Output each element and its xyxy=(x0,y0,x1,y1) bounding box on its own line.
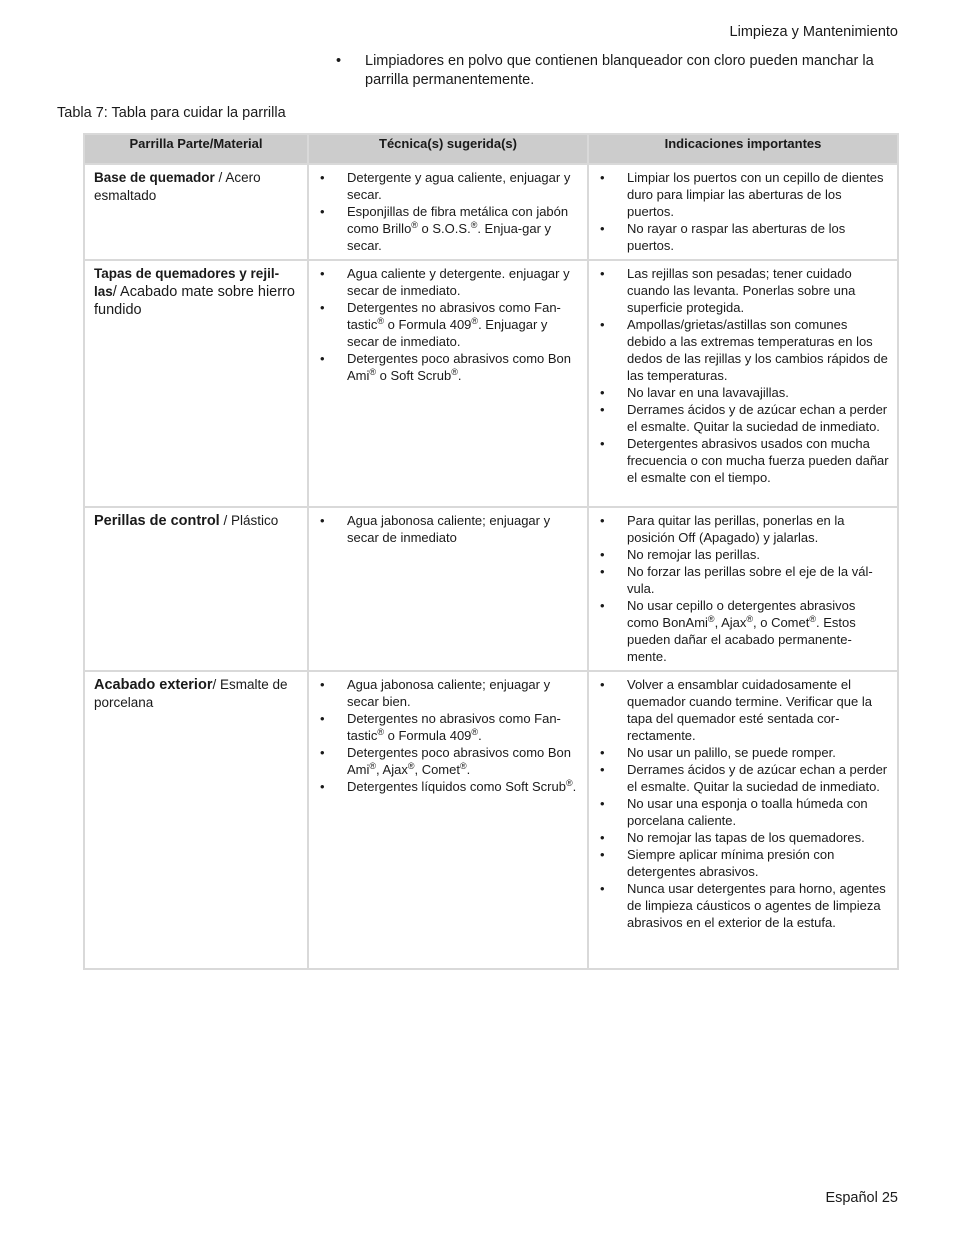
techniques-list xyxy=(318,265,579,384)
part-material-cell xyxy=(84,671,308,969)
registered-mark: ® xyxy=(369,367,377,377)
page-number: Español 25 xyxy=(825,1190,898,1206)
registered-mark: ® xyxy=(470,220,478,230)
note-item: • No rayar o raspar las aberturas de los puertos. xyxy=(598,220,889,254)
registered-mark: ® xyxy=(809,614,816,624)
technique-item: • Agua caliente y detergente. enjuagar y secar de inmediato. xyxy=(318,265,579,299)
part-name: Perillas de control xyxy=(94,513,220,529)
registered-mark: ® xyxy=(377,316,384,326)
technique-item: • Detergentes no abrasivos como Fan-tastic® o Formula 409®. Enjuagar y secar de inmediato. xyxy=(318,299,579,350)
technique-item: • Esponjillas de fibra metálica con jabón como Brillo® o S.O.S.®. Enjua-gar y secar. xyxy=(318,203,579,254)
note-item: • Derrames ácidos y de azúcar echan a perder el esmalte. Quitar la suciedad de inmediato. xyxy=(598,761,889,795)
technique-item: • Detergentes no abrasivos como Fan-tastic® o Formula 409®. xyxy=(318,710,579,744)
note-item: • Limpiar los puertos con un cepillo de dientes duro para limpiar las aberturas de los puertos. xyxy=(598,169,889,220)
note-item: • No remojar las perillas. xyxy=(598,546,889,563)
techniques-list xyxy=(318,676,579,795)
header-important-notes: Indicaciones importantes xyxy=(588,134,898,164)
registered-mark: ® xyxy=(369,761,377,771)
note-item: • Volver a ensamblar cuidadosamente el quemador cuando termine. Verificar que la tapa del quemador esté sentada cor-rectamente. xyxy=(598,676,889,744)
note-item: • Para quitar las perillas, ponerlas en la posición Off (Apagado) y jalarlas. xyxy=(598,512,889,546)
part-material-cell xyxy=(84,507,308,671)
part-material-cell xyxy=(84,164,308,260)
note-item: • No usar una esponja o toalla húmeda con porcelana caliente. xyxy=(598,795,889,829)
separator: / xyxy=(112,284,121,300)
note-item: • No remojar las tapas de los quemadores. xyxy=(598,829,889,846)
running-header: Limpieza y Mantenimiento xyxy=(729,24,898,40)
techniques-cell xyxy=(308,507,588,671)
technique-item: • Detergentes líquidos como Soft Scrub®. xyxy=(318,778,579,795)
table-header-row xyxy=(84,134,898,164)
registered-mark: ® xyxy=(411,220,418,230)
header-part-material: Parrilla Parte/Material xyxy=(84,134,308,164)
techniques-cell xyxy=(308,164,588,260)
registered-mark: ® xyxy=(459,761,467,771)
material-name: Acero esmaltado xyxy=(94,170,261,203)
separator: / xyxy=(212,677,220,692)
note-item: • Nunca usar detergentes para horno, agentes de limpieza cáusticos o agentes de limpieza abrasivos en el exterior de la estufa. xyxy=(598,880,889,931)
registered-mark: ® xyxy=(407,761,415,771)
notes-list xyxy=(598,676,889,931)
notes-cell xyxy=(588,260,898,507)
technique-item: • Detergente y agua caliente, enjuagar y secar. xyxy=(318,169,579,203)
table-caption: Tabla 7: Tabla para cuidar la parrilla xyxy=(57,105,286,121)
table-row xyxy=(84,164,898,260)
technique-item: • Detergentes poco abrasivos como Bon Ami®, Ajax®, Comet®. xyxy=(318,744,579,778)
notes-list xyxy=(598,169,889,254)
intro-bullet: • Limpiadores en polvo que contienen blanqueador con cloro pueden manchar la parrilla permanentemente. xyxy=(336,52,906,90)
material-name: Acabado mate sobre hierro fundido xyxy=(94,284,295,318)
registered-mark: ® xyxy=(707,614,715,624)
intro-bullet-list xyxy=(336,52,906,90)
part-name: Tapas de quemadores y rejil-las xyxy=(94,266,280,299)
material-name: Plástico xyxy=(230,513,279,528)
notes-list xyxy=(598,512,889,665)
grill-care-table xyxy=(83,133,899,970)
part-name: Base de quemador xyxy=(94,170,215,185)
techniques-cell xyxy=(308,260,588,507)
part-name: Acabado exterior xyxy=(94,677,213,693)
registered-mark: ® xyxy=(471,727,479,737)
note-item: • Siempre aplicar mínima presión con detergentes abrasivos. xyxy=(598,846,889,880)
technique-item: • Agua jabonosa caliente; enjuagar y secar bien. xyxy=(318,676,579,710)
techniques-list xyxy=(318,169,579,254)
part-material-cell xyxy=(84,260,308,507)
technique-item: • Detergentes poco abrasivos como Bon Ami® o Soft Scrub®. xyxy=(318,350,579,384)
registered-mark: ® xyxy=(471,316,479,326)
registered-mark: ® xyxy=(565,778,573,788)
techniques-cell xyxy=(308,671,588,969)
note-item: • Las rejillas son pesadas; tener cuidado cuando las levanta. Ponerlas sobre una superficie protegida. xyxy=(598,265,889,316)
table-row xyxy=(84,260,898,507)
separator: / xyxy=(219,513,231,528)
note-item: • Derrames ácidos y de azúcar echan a perder el esmalte. Quitar la suciedad de inmediato. xyxy=(598,401,889,435)
separator: / xyxy=(214,170,226,185)
registered-mark: ® xyxy=(451,367,458,377)
registered-mark: ® xyxy=(377,727,384,737)
header-techniques: Técnica(s) sugerida(s) xyxy=(308,134,588,164)
material-name: Esmalte de porcelana xyxy=(94,677,288,710)
note-item: • Ampollas/grietas/astillas son comunes debido a las extremas temperaturas en los dedos de las rejillas y los cambios rápidos de las temperaturas. xyxy=(598,316,889,384)
notes-cell xyxy=(588,164,898,260)
note-item: • No lavar en una lavavajillas. xyxy=(598,384,889,401)
registered-mark: ® xyxy=(746,614,753,624)
notes-list xyxy=(598,265,889,486)
notes-cell xyxy=(588,671,898,969)
techniques-list xyxy=(318,512,579,546)
note-item: • Detergentes abrasivos usados con mucha frecuencia o con mucha fuerza pueden dañar el esmalte con el tiempo. xyxy=(598,435,889,486)
note-item: • No usar cepillo o detergentes abrasivos como BonAmi®, Ajax®, o Comet®. Estos pueden dañar el acabado permanente-mente. xyxy=(598,597,889,665)
table-row xyxy=(84,507,898,671)
table-row xyxy=(84,671,898,969)
note-item: • No forzar las perillas sobre el eje de la vál-vula. xyxy=(598,563,889,597)
technique-item: • Agua jabonosa caliente; enjuagar y secar de inmediato xyxy=(318,512,579,546)
note-item: • No usar un palillo, se puede romper. xyxy=(598,744,889,761)
notes-cell xyxy=(588,507,898,671)
